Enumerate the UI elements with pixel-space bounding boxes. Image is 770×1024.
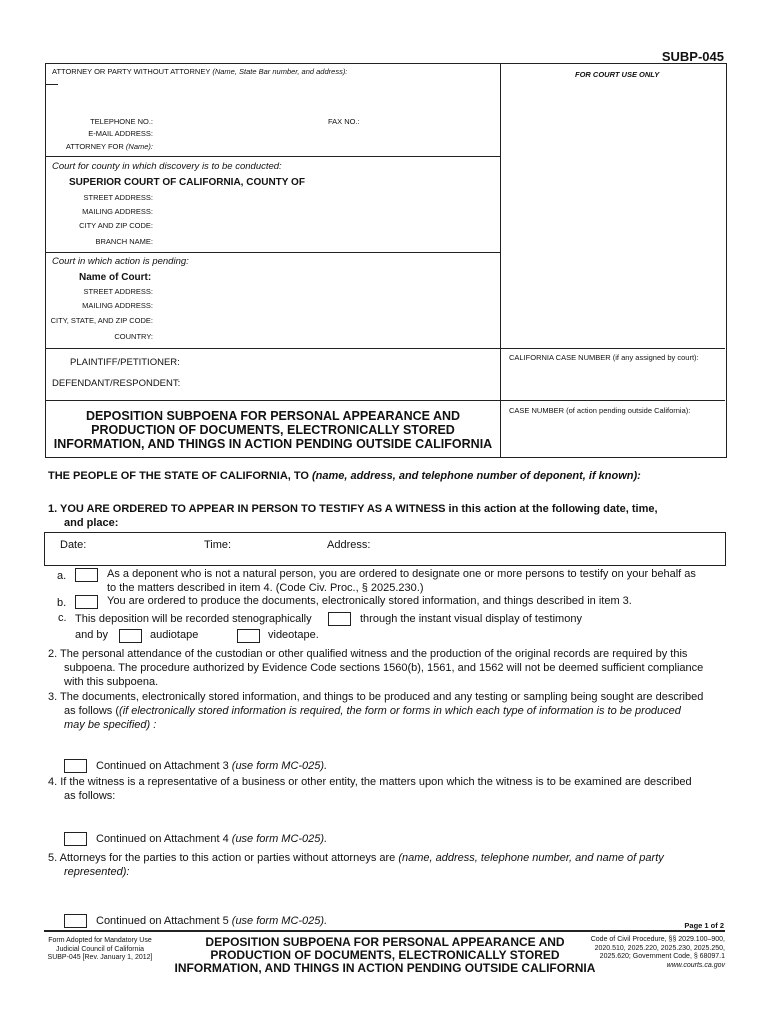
branch-name-label: BRANCH NAME: (95, 237, 153, 246)
attorney-for-text: ATTORNEY FOR (65, 142, 124, 151)
attachment3-checkbox[interactable] (64, 759, 87, 773)
footer-left-line-2: Judicial Council of California (56, 945, 144, 953)
divider (45, 348, 725, 349)
pending-city-label: CITY, STATE, AND ZIP CODE: (50, 316, 153, 325)
footer-title (160, 936, 610, 975)
pending-court-name: Name of Court: (79, 272, 152, 283)
and-by-label: and by (75, 629, 109, 641)
attachment4-label (96, 833, 327, 845)
discovery-court-intro: Court for county in which discovery is to be conducted: (52, 161, 282, 172)
item5-line1-note: (name, address, telephone number, and name of party (398, 852, 664, 864)
instant-display-checkbox[interactable] (328, 612, 351, 626)
item1b-letter: b. (57, 597, 67, 609)
item1b-checkbox[interactable] (75, 595, 98, 609)
item3-line3: may be specified) : (64, 719, 157, 731)
item2-line3: with this subpoena. (64, 676, 159, 688)
form-number: SUBP-045 (661, 49, 724, 64)
divider (45, 400, 725, 401)
attachment3-text: Continued on Attachment 3 (96, 760, 229, 772)
attachment5-text: Continued on Attachment 5 (96, 915, 229, 927)
footer-left (30, 937, 170, 963)
attorney-header-note: (Name, State Bar number, and address): (212, 67, 348, 76)
title-line-2: PRODUCTION OF DOCUMENTS, ELECTRONICALLY STORED (91, 423, 455, 437)
attachment4-checkbox[interactable] (64, 832, 87, 846)
city-zip-label: CITY AND ZIP CODE: (79, 221, 153, 230)
page-number: Page 1 of 2 (684, 921, 724, 930)
divider (45, 156, 500, 157)
title-line-1: DEPOSITION SUBPOENA FOR PERSONAL APPEARANCE AND (85, 409, 461, 423)
footer-right-line-1: Code of Civil Procedure, §§ 2029.100–900, (590, 936, 725, 943)
audiotape-label: audiotape (150, 629, 199, 641)
item1a-line1: As a deponent who is not a natural person, you are ordered to designate one or more persons to testify on your behalf as (107, 568, 696, 580)
footer-title-line-2: PRODUCTION OF DOCUMENTS, ELECTRONICALLY STORED (210, 948, 560, 962)
attachment3-note: (use form MC-025). (231, 760, 328, 772)
attachment4-note: (use form MC-025). (231, 833, 328, 845)
attorney-header-label: ATTORNEY OR PARTY WITHOUT ATTORNEY (52, 67, 211, 76)
footer-rule (44, 930, 725, 932)
attorney-header (52, 67, 347, 76)
attachment4-text: Continued on Attachment 4 (96, 833, 229, 845)
item3-line2-lead: as follows ( (64, 705, 120, 717)
date-label: Date: (60, 539, 87, 551)
outside-case-number-label: CASE NUMBER (of action pending outside California): (509, 406, 691, 415)
item1c-text: This deposition will be recorded stenographically (75, 613, 312, 625)
mailing-address-label: MAILING ADDRESS: (82, 207, 153, 216)
email-label: E-MAIL ADDRESS: (88, 129, 153, 138)
item3-line2-note: (if electronically stored information is required, the form or forms in which each type of information is to be produced (119, 705, 681, 717)
footer-left-line-1: Form Adopted for Mandatory Use (48, 937, 152, 944)
item1b-text: You are ordered to produce the documents, electronically stored information, and things described in item 3. (107, 595, 632, 607)
item3-line2 (64, 705, 681, 717)
videotape-checkbox[interactable] (237, 629, 260, 643)
footer-right-line-2: 2020.510, 2025.220, 2025.230, 2025.250, (594, 944, 725, 952)
footer-left-line-3: SUBP-045 [Rev. January 1, 2012] (47, 954, 153, 961)
street-address-label: STREET ADDRESS: (83, 193, 153, 202)
people-heading (48, 470, 641, 482)
attachment5-note: (use form MC-025). (231, 915, 328, 927)
item1c-letter: c. (58, 612, 67, 624)
footer-title-line-3: INFORMATION, AND THINGS IN ACTION PENDING OUTSIDE CALIFORNIA (174, 961, 596, 975)
pending-street-label: STREET ADDRESS: (83, 287, 153, 296)
courts-website-link[interactable]: www.courts.ca.gov (666, 961, 725, 969)
address-label: Address: (327, 539, 371, 551)
divider (45, 252, 500, 253)
item5-line2: represented): (64, 866, 130, 878)
footer-title-line-1: DEPOSITION SUBPOENA FOR PERSONAL APPEARANCE AND (205, 935, 565, 949)
videotape-label: videotape. (268, 629, 319, 641)
court-use-label (575, 70, 659, 79)
attachment3-label (96, 760, 327, 772)
item1-line1: 1. YOU ARE ORDERED TO APPEAR IN PERSON TO TESTIFY AS A WITNESS in this action at the following date, time, (48, 503, 658, 515)
item1a-letter: a. (57, 570, 67, 582)
people-lead: THE PEOPLE OF THE STATE OF CALIFORNIA, TO (48, 470, 309, 482)
appearance-box (44, 532, 726, 566)
item4-line1: 4. If the witness is a representative of a business or other entity, the matters upon which the witness is to be examined are described (48, 776, 692, 788)
item2-line1: 2. The personal attendance of the custodian or other qualified witness and the production of the original records are required by this (48, 648, 688, 660)
instant-display-label: through the instant visual display of testimony (360, 613, 582, 625)
pending-court-intro: Court in which action is pending: (52, 256, 189, 267)
form-title (46, 409, 500, 451)
footer-right-line-3: 2025.620; Government Code, § 68097.1 (599, 953, 725, 960)
divider (500, 63, 501, 457)
fax-label: FAX NO.: (328, 117, 360, 126)
defendant-label: DEFENDANT/RESPONDENT: (52, 378, 181, 389)
pending-mailing-label: MAILING ADDRESS: (82, 301, 153, 310)
plaintiff-label: PLAINTIFF/PETITIONER: (70, 357, 180, 368)
item1a-checkbox[interactable] (75, 568, 98, 582)
item3-line1: 3. The documents, electronically stored information, and things to be produced and any testing or sampling being sought are described (48, 691, 704, 703)
people-note: (name, address, and telephone number of deponent, if known): (312, 470, 641, 482)
attachment5-checkbox[interactable] (64, 914, 87, 928)
country-label: COUNTRY: (114, 332, 153, 341)
item5-line1-lead: 5. Attorneys for the parties to this action or parties without attorneys are (48, 852, 396, 864)
attachment5-label (96, 915, 327, 927)
footer-right (565, 936, 725, 970)
item2-line2: subpoena. The procedure authorized by Evidence Code sections 1560(b), 1561, and 1562 will not be deemed sufficient compliance (64, 662, 704, 674)
court-use-text: FOR COURT USE ONLY (575, 70, 660, 79)
title-line-3: INFORMATION, AND THINGS IN ACTION PENDING OUTSIDE CALIFORNIA (53, 437, 493, 451)
item4-line2: as follows: (64, 790, 116, 802)
item1-line2: and place: (64, 517, 119, 529)
attorney-for-label (3, 142, 153, 151)
time-label: Time: (204, 539, 232, 551)
item1a-line2: to the matters described in item 4. (Code Civ. Proc., § 2025.230.) (107, 582, 424, 594)
attorney-for-note: (Name): (125, 142, 153, 151)
discovery-court-name: SUPERIOR COURT OF CALIFORNIA, COUNTY OF (69, 177, 305, 188)
item5-line1 (48, 852, 664, 864)
name-line-marker (46, 84, 58, 85)
telephone-label: TELEPHONE NO.: (90, 117, 153, 126)
audiotape-checkbox[interactable] (119, 629, 142, 643)
ca-case-number-label: CALIFORNIA CASE NUMBER (if any assigned by court): (509, 353, 699, 362)
